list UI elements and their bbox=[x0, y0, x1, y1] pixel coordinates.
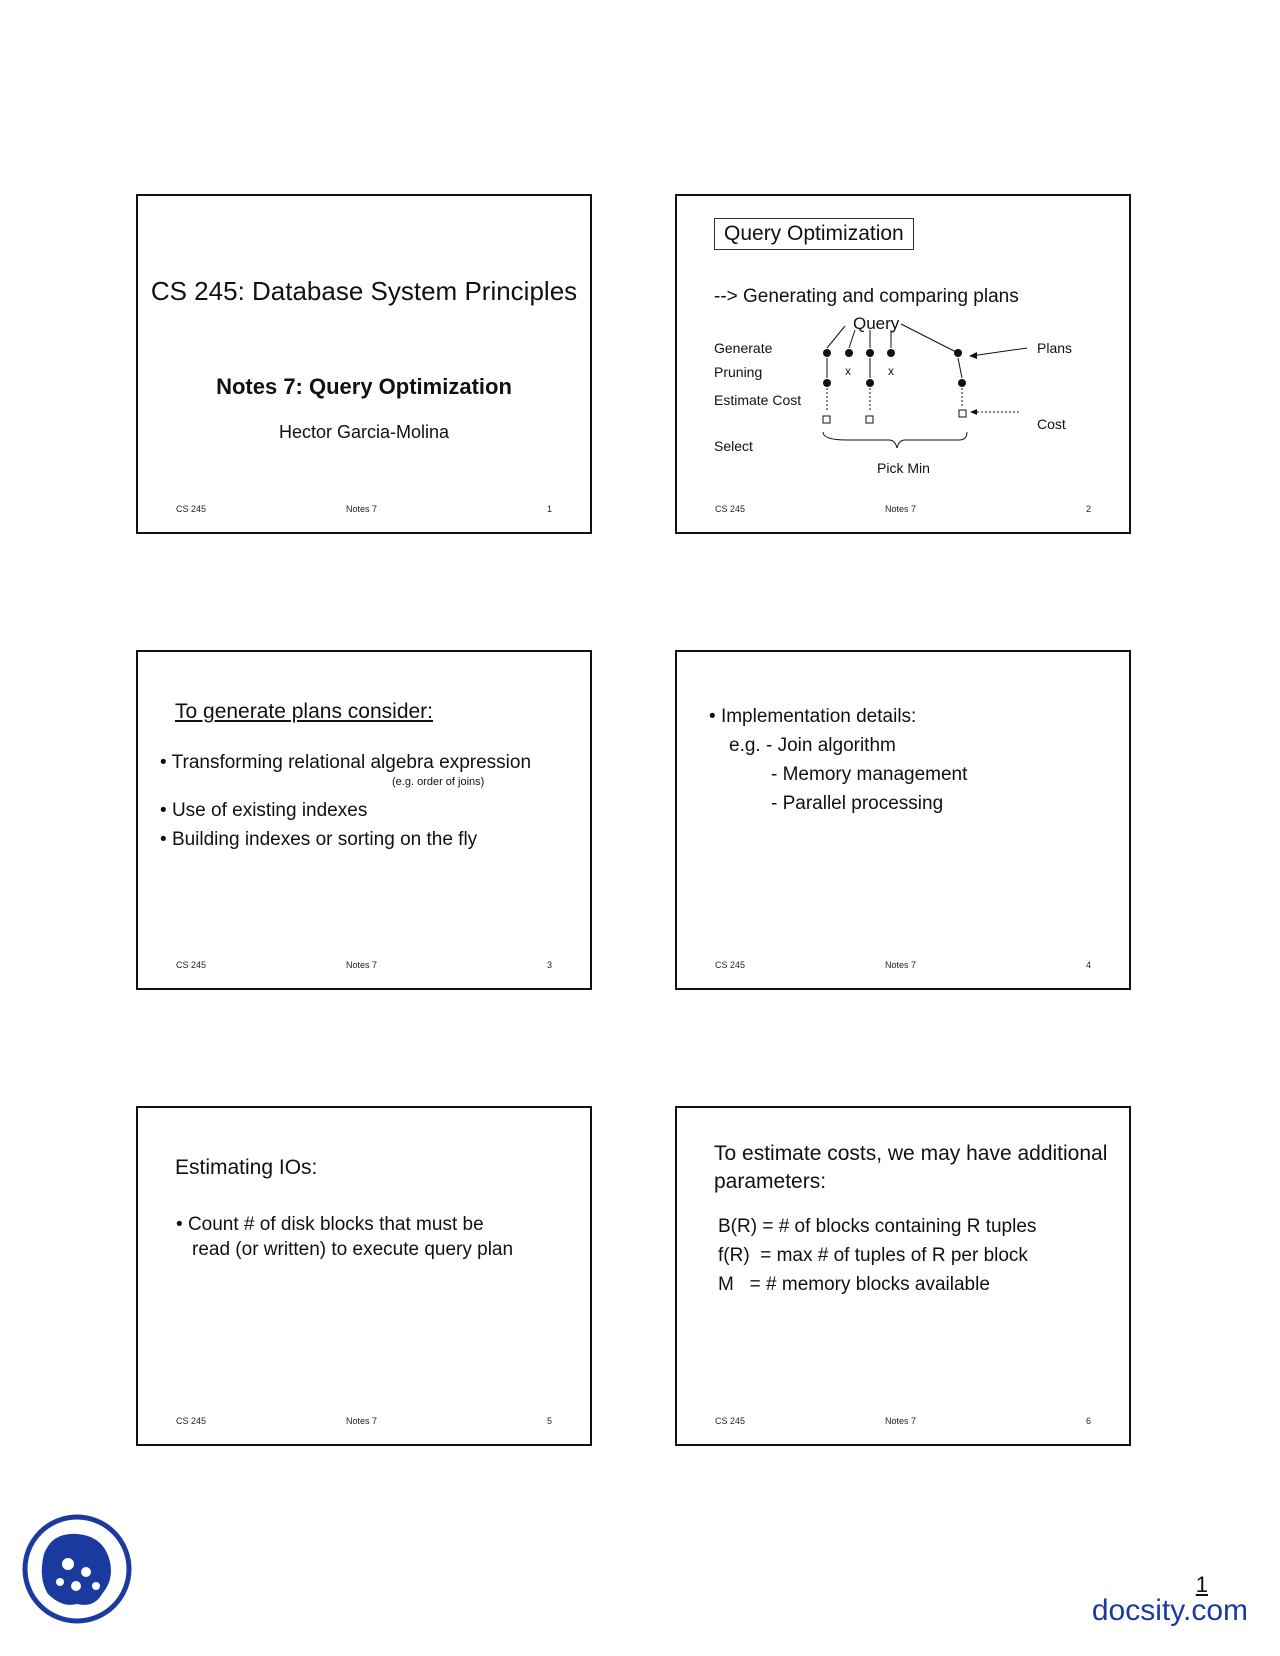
footer-course: CS 245 bbox=[715, 1416, 746, 1426]
footer-slide-number: 5 bbox=[546, 1416, 552, 1426]
footer-course: CS 245 bbox=[176, 960, 207, 970]
diagram-generate-label: Generate bbox=[714, 340, 773, 356]
example-line: - Parallel processing bbox=[771, 793, 944, 814]
slide-3 bbox=[136, 650, 592, 990]
docsity-logo-icon bbox=[22, 1514, 132, 1624]
list-item: • Transforming relational algebra expression bbox=[160, 752, 532, 773]
footer-notes: Notes 7 bbox=[346, 960, 378, 970]
diagram-estimate-label: Estimate Cost bbox=[714, 392, 802, 408]
slide-footer bbox=[176, 960, 552, 972]
footer-course: CS 245 bbox=[176, 1416, 207, 1426]
footer-course: CS 245 bbox=[715, 504, 746, 514]
list-item: • Building indexes or sorting on the fly bbox=[160, 829, 478, 850]
diagram-select-label: Select bbox=[714, 438, 753, 454]
parameter-line: B(R) = # of blocks containing R tuples bbox=[718, 1216, 1037, 1237]
slide-4 bbox=[675, 650, 1131, 990]
diagram-pickmin-label: Pick Min bbox=[877, 460, 930, 476]
footer-slide-number: 1 bbox=[546, 504, 552, 514]
example-line: e.g. - Join algorithm bbox=[729, 735, 896, 756]
slide-footer bbox=[715, 960, 1091, 972]
list-item-continuation: read (or written) to execute query plan bbox=[192, 1239, 514, 1260]
slide-1 bbox=[136, 194, 592, 534]
list-item: • Count # of disk blocks that must be bbox=[176, 1214, 484, 1235]
slide-footer bbox=[715, 504, 1091, 516]
footer-slide-number: 3 bbox=[546, 960, 552, 970]
footer-slide-number: 4 bbox=[1085, 960, 1091, 970]
footer-notes: Notes 7 bbox=[346, 504, 378, 514]
diagram-cost-label: Cost bbox=[1037, 416, 1066, 432]
slide-2 bbox=[675, 194, 1131, 534]
footer-course: CS 245 bbox=[176, 504, 207, 514]
example-line: - Memory management bbox=[771, 764, 968, 785]
slide-heading: Estimating IOs: bbox=[175, 1156, 318, 1179]
footer-slide-number: 2 bbox=[1085, 504, 1091, 514]
footer-course: CS 245 bbox=[715, 960, 746, 970]
list-item: • Implementation details: bbox=[709, 706, 917, 727]
page-number: 1 bbox=[1195, 1572, 1208, 1597]
slide-heading: To estimate costs, we may have additional parameters: bbox=[714, 1142, 1108, 1193]
slide-subtitle: --> Generating and comparing plans bbox=[714, 286, 1019, 307]
diagram-pruned-mark: x bbox=[845, 364, 851, 378]
slide-heading: To generate plans consider: bbox=[175, 700, 433, 723]
slide-5 bbox=[136, 1106, 592, 1446]
footer-notes: Notes 7 bbox=[885, 960, 917, 970]
diagram-pruned-mark: x bbox=[888, 364, 894, 378]
slide-title: CS 245: Database System Principles bbox=[150, 276, 578, 306]
slide-6 bbox=[675, 1106, 1131, 1446]
parameter-line: M = # memory blocks available bbox=[718, 1274, 990, 1295]
slide-title: Query Optimization bbox=[714, 218, 914, 250]
footer-notes: Notes 7 bbox=[346, 1416, 378, 1426]
slide-author: Hector Garcia-Molina bbox=[278, 422, 450, 442]
slide-subtitle: Notes 7: Query Optimization bbox=[216, 374, 512, 399]
bullet-note: (e.g. order of joins) bbox=[392, 776, 485, 788]
list-item: • Use of existing indexes bbox=[160, 800, 368, 821]
slide-footer bbox=[176, 1416, 552, 1428]
slide-footer bbox=[176, 504, 552, 516]
diagram-query-label: Query bbox=[853, 314, 900, 333]
footer-notes: Notes 7 bbox=[885, 504, 917, 514]
parameter-line: f(R) = max # of tuples of R per block bbox=[718, 1245, 1028, 1266]
diagram-plans-label: Plans bbox=[1037, 340, 1073, 356]
diagram-pruning-label: Pruning bbox=[714, 364, 763, 380]
footer-slide-number: 6 bbox=[1085, 1416, 1091, 1426]
slide-footer bbox=[715, 1416, 1091, 1428]
docsity-brand: docsity.com bbox=[1091, 1594, 1248, 1627]
footer-notes: Notes 7 bbox=[885, 1416, 917, 1426]
